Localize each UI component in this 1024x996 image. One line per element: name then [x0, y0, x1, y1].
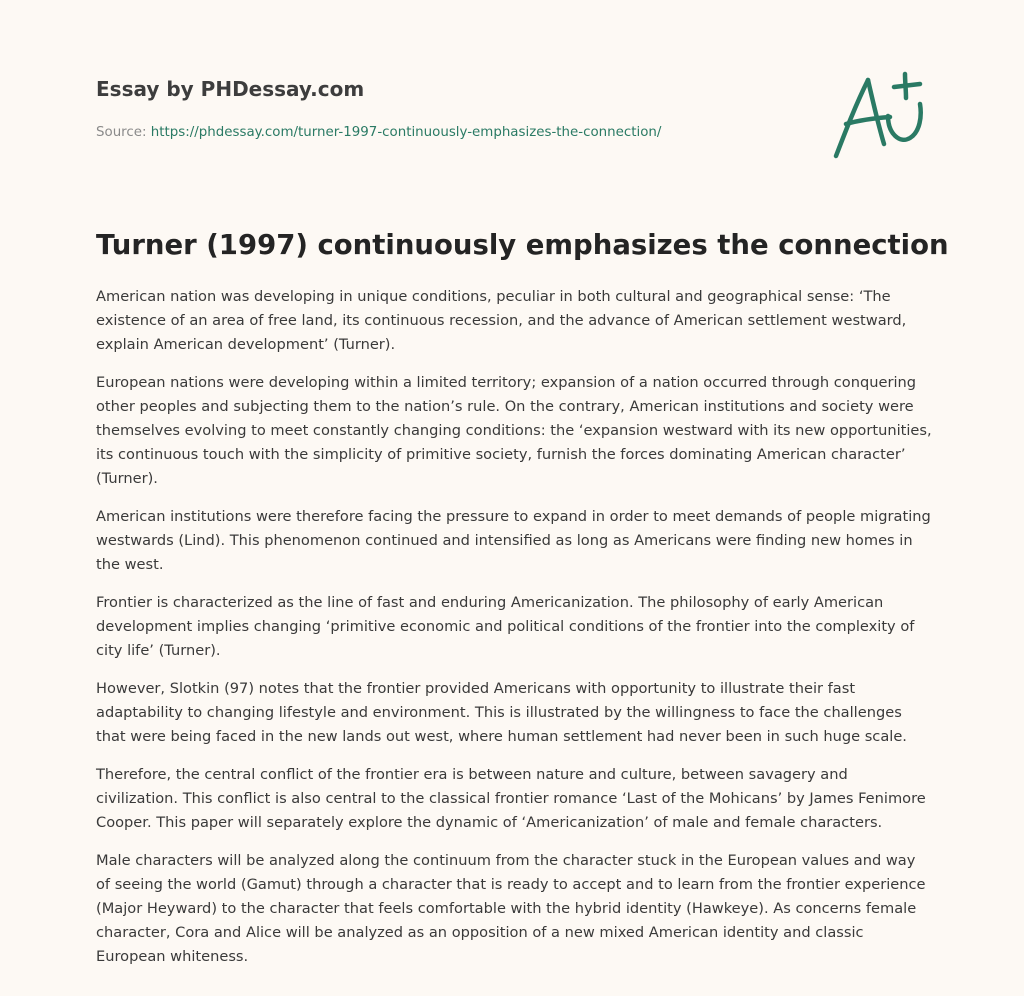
- essay-body: [96, 285, 932, 983]
- site-brand: Essay by PHDessay.com: [96, 77, 365, 101]
- essay-paragraph: Therefore, the central conflict of the frontier era is between nature and culture, between savagery and civilization. This conflict is also central to the classical frontier romance ‘Last of the Mohicans’ by James Fenimore Cooper. This paper will separately explore the dynamic of ‘Americanization’ of male and female characters.: [96, 766, 926, 831]
- essay-paragraph: However, Slotkin (97) notes that the frontier provided Americans with opportunity to illustrate their fast adaptability to changing lifestyle and environment. This is illustrated by the willingness to face the challenges that were being faced in the new lands out west, where human settlement had never been in such huge scale.: [96, 680, 907, 745]
- essay-paragraph: American nation was developing in unique conditions, peculiar in both cultural and geographical sense: ‘The existence of an area of free land, its continuous recession, and the advance of American settlement westward, explain American development’ (Turner).: [96, 288, 907, 353]
- a-plus-logo-icon: [826, 68, 930, 164]
- source-link[interactable]: https://phdessay.com/turner-1997-continuously-emphasizes-the-connection/: [150, 125, 662, 140]
- essay-header: [96, 74, 928, 174]
- essay-paragraph: European nations were developing within a limited territory; expansion of a nation occurred through conquering other peoples and subjecting them to the nation’s rule. On the contrary, American institutions and society were themselves evolving to meet constantly changing conditions: the ‘expansion westward with its new opportunities, its continuous touch with the simplicity of primitive society, furnish the forces dominating American character’ (Turner).: [96, 374, 932, 487]
- essay-paragraph: Male characters will be analyzed along the continuum from the character stuck in the European values and way of seeing the world (Gamut) through a character that is ready to accept and to learn from the frontier experience (Major Heyward) to the character that feels comfortable with the hybrid identity (Hawkeye). As concerns female character, Cora and Alice will be analyzed as an opposition of a new mixed American identity and classic European whiteness.: [96, 852, 926, 965]
- source-line: [96, 124, 661, 142]
- essay-title: Turner (1997) continuously emphasizes the connection: [96, 229, 949, 261]
- essay-paragraph: American institutions were therefore facing the pressure to expand in order to meet demands of people migrating westwards (Lind). This phenomenon continued and intensified as long as Americans were finding new homes in the west.: [96, 508, 931, 573]
- essay-paragraph: Frontier is characterized as the line of fast and enduring Americanization. The philosophy of early American development implies changing ‘primitive economic and political conditions of the frontier into the complexity of city life’ (Turner).: [96, 594, 915, 659]
- source-label: Source:: [96, 125, 151, 140]
